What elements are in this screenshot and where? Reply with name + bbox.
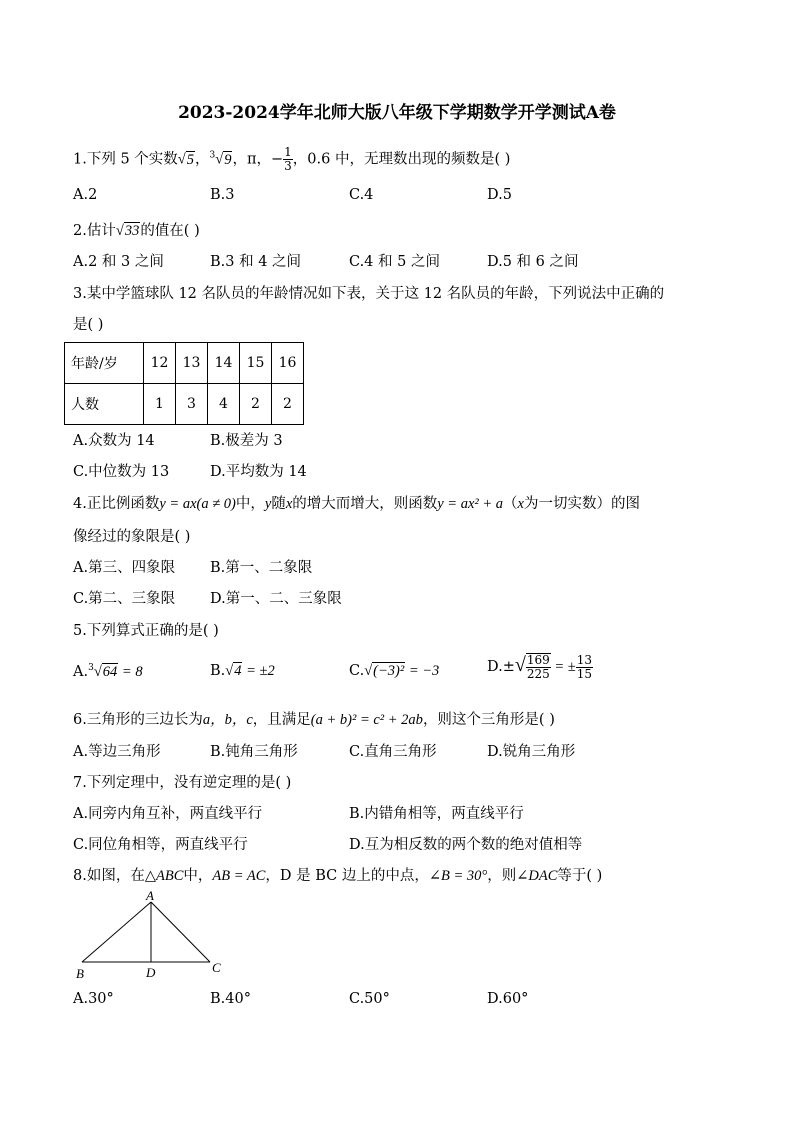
table-header-age: 年龄/岁 [65, 343, 144, 384]
q8-eq2: ∠B = 30° [428, 868, 488, 884]
q2-suffix: 的值在( ) [140, 223, 200, 239]
q8-text: 中， [183, 868, 213, 884]
q8-text: 8.如图，在 [73, 868, 145, 884]
q7-option-d[interactable]: D.互为相反数的两个数的绝对值相等 [349, 837, 583, 853]
q5-c-radicand: (−3)² [373, 663, 405, 679]
q5-a-rest: = 8 [118, 663, 143, 680]
table-cell: 12 [144, 343, 176, 384]
q4-option-c[interactable]: C.第二、三象限 [73, 591, 176, 607]
q7-option-c[interactable]: C.同位角相等，两直线平行 [73, 837, 248, 853]
question-1: 1.下列 5 个实数√5，$^3$√9，π，− $\frac{1}{3}$ ，0.6 中，无理数出现的频数是( ) [73, 145, 511, 173]
question-5: 5.下列算式正确的是( ) [73, 623, 219, 639]
q5-b-rest: = ±2 [242, 663, 275, 679]
q8-option-d[interactable]: D.60° [487, 991, 529, 1007]
question-3-line1: 3.某中学篮球队 12 名队员的年龄情况如下表，关于这 12 名队员的年龄，下列说法中正确的 [73, 286, 665, 302]
q1-suffix: ，0.6 中，无理数出现的频数是( ) [292, 151, 511, 168]
page-title: 2023-2024学年北师大版八年级下学期数学开学测试A卷 [178, 103, 616, 123]
vertex-b-label: B [76, 966, 84, 981]
q3-option-c[interactable]: C.中位数为 13 [73, 464, 170, 480]
q5-d-eq: = ± [550, 659, 576, 675]
q4-option-b[interactable]: B.第一、二象限 [210, 560, 313, 576]
q6-text: ，且满足 [252, 712, 311, 728]
q5-d-pm: ± [502, 659, 515, 675]
q1-option-a[interactable]: A.2 [73, 187, 98, 203]
q1-cbrt9: 9 [224, 151, 232, 168]
q1-option-d[interactable]: D.5 [487, 187, 512, 203]
q4-formula-2: y = ax² + a [437, 496, 504, 512]
side-ac [151, 902, 210, 962]
triangle-figure [70, 890, 240, 985]
q6-equation: (a + b)² = c² + 2ab [310, 712, 423, 728]
q6-option-d[interactable]: D.锐角三角形 [487, 744, 576, 760]
q5-cbrt-index: 3 [88, 663, 94, 673]
q5-option-d[interactable]: D.±√ $\frac{169}{225}$ = ± $\frac{13}{15}$ [487, 652, 593, 681]
table-cell: 3 [176, 384, 208, 425]
vertex-a-label: A [146, 890, 154, 903]
q5-option-label: D. [487, 659, 503, 675]
q4-option-d[interactable]: D.第一、二、三象限 [210, 591, 342, 607]
q1-frac-num: 1 [284, 145, 292, 159]
q3-option-b[interactable]: B.极差为 3 [210, 433, 283, 449]
q7-option-b[interactable]: B.内错角相等，两直线平行 [349, 806, 524, 822]
q8-text: ，则 [487, 868, 517, 884]
q5-option-c[interactable]: C.√(−3)² = −3 [349, 663, 440, 679]
q8-triangle: △ABC [144, 868, 184, 884]
question-7: 7.下列定理中，没有逆定理的是( ) [73, 775, 292, 791]
q6-option-b[interactable]: B.钝角三角形 [210, 744, 298, 760]
question-4-line1 [73, 492, 640, 513]
q2-option-a[interactable]: A.2 和 3 之间 [73, 254, 164, 270]
q8-text: 等于( ) [557, 868, 603, 884]
q8-option-a[interactable]: A.30° [73, 991, 114, 1007]
table-cell: 15 [240, 343, 272, 384]
side-ab [82, 902, 151, 962]
q4-text: 的增大而增大，则函数 [292, 496, 438, 512]
q7-option-a[interactable]: A.同旁内角互补，两直线平行 [73, 806, 263, 822]
q4-option-a[interactable]: A.第三、四象限 [73, 560, 176, 576]
question-6 [73, 708, 555, 729]
q5-b-radicand: 4 [234, 663, 242, 679]
q5-d-rden: 15 [576, 666, 593, 681]
vertex-c-label: C [212, 960, 221, 975]
q4-text: （ [503, 496, 518, 512]
table-cell: 16 [272, 343, 304, 384]
q5-option-label: B. [210, 663, 226, 679]
q4-text: 中， [235, 496, 265, 512]
question-8 [73, 864, 602, 885]
q1-pi: π [246, 151, 257, 168]
table-cell: 1 [144, 384, 176, 425]
q6-option-a[interactable]: A.等边三角形 [73, 744, 161, 760]
q1-prefix: 1.下列 5 个实数 [73, 151, 178, 168]
q4-text: 随 [271, 496, 286, 512]
table-cell: 2 [240, 384, 272, 425]
q8-option-c[interactable]: C.50° [349, 991, 390, 1007]
q5-option-label: A. [73, 663, 89, 680]
q2-radicand: 33 [124, 223, 140, 239]
q1-option-c[interactable]: C.4 [349, 187, 374, 203]
table-row [65, 384, 304, 425]
q2-prefix: 2.估计 [73, 223, 116, 239]
q5-option-label: C. [349, 663, 365, 679]
q8-option-b[interactable]: B.40° [210, 991, 251, 1007]
q4-formula-1: y = ax(a ≠ 0) [159, 496, 236, 512]
table-cell: 4 [208, 384, 240, 425]
q2-option-c[interactable]: C.4 和 5 之间 [349, 254, 440, 270]
table-cell: 13 [176, 343, 208, 384]
q1-sqrt5: 5 [186, 151, 194, 168]
age-table [64, 342, 304, 425]
q6-text: 6.三角形的三边长为 [73, 712, 203, 728]
q6-option-c[interactable]: C.直角三角形 [349, 744, 437, 760]
q5-d-num: 169 [526, 653, 550, 667]
q5-d-rnum: 13 [576, 652, 593, 667]
q5-c-rest: = −3 [405, 663, 440, 679]
q5-option-a[interactable]: A.$^3$√64 = 8 [73, 663, 143, 680]
q8-text: ，D 是 BC 边上的中点， [265, 868, 429, 884]
q6-text: ，则这个三角形是( ) [422, 712, 555, 728]
q8-eq3: ∠DAC [516, 868, 558, 884]
q4-text: 为一切实数）的图 [523, 496, 640, 512]
q3-option-a[interactable]: A.众数为 14 [73, 433, 155, 449]
q1-frac-den: 3 [284, 159, 292, 173]
q5-a-radicand: 64 [102, 663, 118, 680]
q4-var-x: x [517, 496, 524, 512]
table-cell: 14 [208, 343, 240, 384]
table-header-count: 人数 [65, 384, 144, 425]
table-row [65, 343, 304, 384]
q5-d-den: 225 [526, 667, 550, 681]
question-2: 2.估计√33的值在( ) [73, 223, 200, 239]
q4-text: 4.正比例函数 [73, 496, 160, 512]
q4-var-x: x [285, 496, 293, 512]
q1-option-b[interactable]: B.3 [210, 187, 235, 203]
q6-vars: a，b，c [202, 712, 253, 728]
q3-option-d[interactable]: D.平均数为 14 [210, 464, 307, 480]
q2-option-d[interactable]: D.5 和 6 之间 [487, 254, 579, 270]
q4-var-y: y [264, 496, 272, 512]
question-4-line2: 像经过的象限是( ) [73, 529, 191, 545]
point-d-label: D [146, 965, 156, 980]
question-3-line2: 是( ) [73, 317, 104, 333]
q2-option-b[interactable]: B.3 和 4 之间 [210, 254, 302, 270]
table-cell: 2 [272, 384, 304, 425]
q8-eq1: AB = AC [212, 868, 266, 884]
q5-option-b[interactable]: B.√4 = ±2 [210, 663, 275, 679]
